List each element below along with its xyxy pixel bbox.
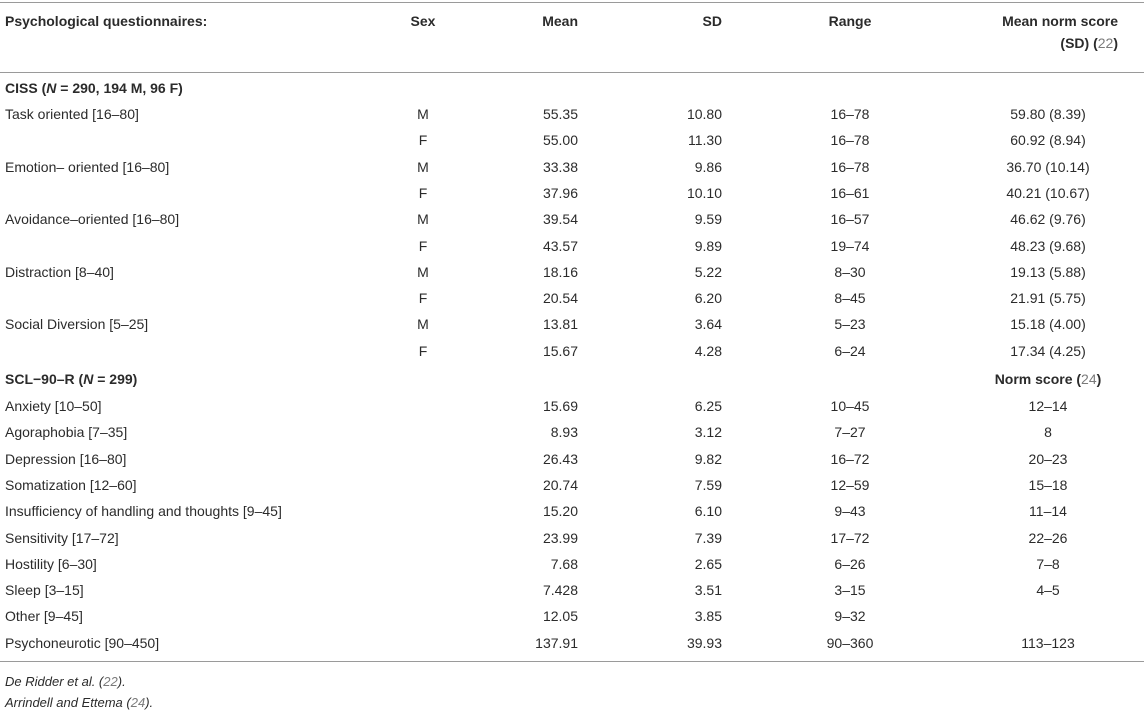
- row-norm-score: 113–123: [1021, 635, 1075, 651]
- row-label: Task oriented [16–80]: [5, 106, 139, 122]
- row-sd: 9.86: [694, 159, 722, 175]
- row-range: 12–59: [830, 477, 870, 493]
- footnote-ref-link[interactable]: 24: [130, 695, 146, 710]
- row-sex: F: [418, 185, 428, 201]
- row-range: 16–78: [830, 132, 870, 148]
- header-questionnaires: Psychological questionnaires:: [5, 13, 208, 29]
- row-range: 3–15: [834, 582, 866, 598]
- scl-norm-score-header: Norm score (24): [994, 371, 1102, 387]
- row-mean: 7.68: [550, 556, 578, 572]
- row-norm-score: 4–5: [1036, 582, 1060, 598]
- row-sex: M: [417, 106, 429, 122]
- row-sex: F: [418, 132, 428, 148]
- row-norm-score: 48.23 (9.68): [1010, 238, 1086, 254]
- row-norm-score: 59.80 (8.39): [1010, 106, 1086, 122]
- row-label: Avoidance–oriented [16–80]: [5, 211, 180, 227]
- row-norm-score: 15–18: [1028, 477, 1068, 493]
- footnote: [5, 694, 153, 711]
- row-mean: 43.57: [542, 238, 578, 254]
- row-norm-score: 19.13 (5.88): [1010, 264, 1086, 280]
- row-mean: 23.99: [542, 530, 578, 546]
- row-mean: 12.05: [542, 608, 578, 624]
- row-range: 8–30: [834, 264, 866, 280]
- row-sd: 11.30: [688, 132, 722, 148]
- header-rule: [0, 72, 1144, 73]
- row-norm-score: 12–14: [1028, 398, 1068, 414]
- row-sex: M: [417, 159, 429, 175]
- row-norm-score: 46.62 (9.76): [1010, 211, 1086, 227]
- row-mean: 15.20: [542, 503, 578, 519]
- row-sd: 3.12: [694, 424, 722, 440]
- row-mean: 13.81: [542, 316, 578, 332]
- header-range: Range: [828, 13, 872, 29]
- row-label: Anxiety [10–50]: [5, 398, 102, 414]
- row-range: 19–74: [830, 238, 870, 254]
- row-range: 6–24: [834, 343, 866, 359]
- row-sd: 9.59: [694, 211, 722, 227]
- row-range: 9–43: [834, 503, 866, 519]
- row-range: 16–57: [830, 211, 870, 227]
- row-norm-score: 60.92 (8.94): [1010, 132, 1086, 148]
- row-mean: 7.428: [542, 582, 578, 598]
- row-mean: 137.91: [535, 635, 578, 651]
- header-sd: SD: [702, 13, 722, 29]
- header-norm-line1: Mean norm score: [1002, 13, 1118, 29]
- row-sex: M: [417, 264, 429, 280]
- row-sd: 39.93: [686, 635, 722, 651]
- row-sex: F: [418, 290, 428, 306]
- scl-title: SCL−90–R (N = 299): [5, 371, 138, 387]
- row-mean: 37.96: [542, 185, 578, 201]
- row-norm-score: 21.91 (5.75): [1010, 290, 1086, 306]
- row-sd: 9.82: [694, 451, 722, 467]
- row-sd: 3.85: [694, 608, 722, 624]
- row-mean: 20.54: [542, 290, 578, 306]
- row-label: Psychoneurotic [90–450]: [5, 635, 160, 651]
- footnote: [5, 673, 126, 690]
- row-label: Sleep [3–15]: [5, 582, 84, 598]
- row-norm-score: 22–26: [1028, 530, 1068, 546]
- top-rule: [0, 2, 1144, 3]
- row-range: 16–61: [830, 185, 870, 201]
- row-label: Distraction [8–40]: [5, 264, 114, 280]
- row-mean: 55.00: [542, 132, 578, 148]
- row-range: 16–78: [830, 106, 870, 122]
- row-label: Hostility [6–30]: [5, 556, 97, 572]
- row-sd: 6.25: [694, 398, 722, 414]
- row-range: 17–72: [830, 530, 870, 546]
- row-sex: M: [417, 316, 429, 332]
- row-sd: 6.10: [694, 503, 722, 519]
- row-sd: 2.65: [694, 556, 722, 572]
- row-sd: 3.51: [694, 582, 722, 598]
- row-mean: 55.35: [542, 106, 578, 122]
- row-norm-score: 40.21 (10.67): [1006, 185, 1090, 201]
- bottom-rule: [0, 661, 1144, 662]
- row-label: Somatization [12–60]: [5, 477, 137, 493]
- row-label: Insufficiency of handling and thoughts [9–45]: [5, 503, 282, 519]
- row-range: 5–23: [834, 316, 866, 332]
- row-range: 7–27: [834, 424, 866, 440]
- row-sex: F: [418, 238, 428, 254]
- row-range: 10–45: [830, 398, 870, 414]
- row-label: Depression [16–80]: [5, 451, 127, 467]
- scl-norm-ref-link[interactable]: 24: [1081, 371, 1097, 387]
- row-sd: 7.39: [694, 530, 722, 546]
- row-label: Emotion– oriented [16–80]: [5, 159, 170, 175]
- row-label: Other [9–45]: [5, 608, 83, 624]
- footnote-text: Arrindell and Ettema (: [5, 695, 131, 710]
- row-sd: 10.80: [686, 106, 722, 122]
- row-sd: 3.64: [694, 316, 722, 332]
- footnote-end: ).: [145, 695, 154, 710]
- row-norm-score: 17.34 (4.25): [1010, 343, 1086, 359]
- header-mean: Mean: [542, 13, 578, 29]
- header-norm-line2-suffix: ): [1113, 35, 1118, 51]
- row-mean: 33.38: [542, 159, 578, 175]
- row-norm-score: 7–8: [1036, 556, 1060, 572]
- row-mean: 15.67: [542, 343, 578, 359]
- row-norm-score: 15.18 (4.00): [1010, 316, 1086, 332]
- row-range: 16–78: [830, 159, 870, 175]
- row-sd: 5.22: [694, 264, 722, 280]
- row-mean: 15.69: [542, 398, 578, 414]
- header-norm-ref-link[interactable]: 22: [1097, 35, 1114, 51]
- row-mean: 8.93: [550, 424, 578, 440]
- header-sex: Sex: [410, 13, 436, 29]
- row-mean: 18.16: [542, 264, 578, 280]
- row-sex: F: [418, 343, 428, 359]
- row-norm-score: 20–23: [1028, 451, 1068, 467]
- row-range: 9–32: [834, 608, 866, 624]
- row-norm-score: 36.70 (10.14): [1006, 159, 1090, 175]
- row-range: 8–45: [834, 290, 866, 306]
- row-sd: 7.59: [694, 477, 722, 493]
- row-label: Social Diversion [5–25]: [5, 316, 149, 332]
- row-mean: 39.54: [542, 211, 578, 227]
- row-range: 90–360: [826, 635, 874, 651]
- footnote-ref-link[interactable]: 22: [103, 674, 118, 689]
- row-range: 16–72: [830, 451, 870, 467]
- row-mean: 26.43: [542, 451, 578, 467]
- row-norm-score: 11–14: [1029, 503, 1067, 519]
- row-sd: 9.89: [694, 238, 722, 254]
- row-label: Agoraphobia [7–35]: [5, 424, 128, 440]
- row-sex: M: [417, 211, 429, 227]
- row-range: 6–26: [834, 556, 866, 572]
- row-sd: 6.20: [694, 290, 722, 306]
- row-sd: 4.28: [694, 343, 722, 359]
- footnote-end: ).: [117, 674, 126, 689]
- row-mean: 20.74: [542, 477, 578, 493]
- footnote-text: De Ridder et al. (: [5, 674, 104, 689]
- row-sd: 10.10: [686, 185, 722, 201]
- row-label: Sensitivity [17–72]: [5, 530, 119, 546]
- header-norm-score: [960, 10, 1118, 54]
- row-norm-score: 8: [1044, 424, 1052, 440]
- header-norm-line2-prefix: (SD) (: [1060, 35, 1098, 51]
- ciss-title: CISS (N = 290, 194 M, 96 F): [5, 80, 183, 96]
